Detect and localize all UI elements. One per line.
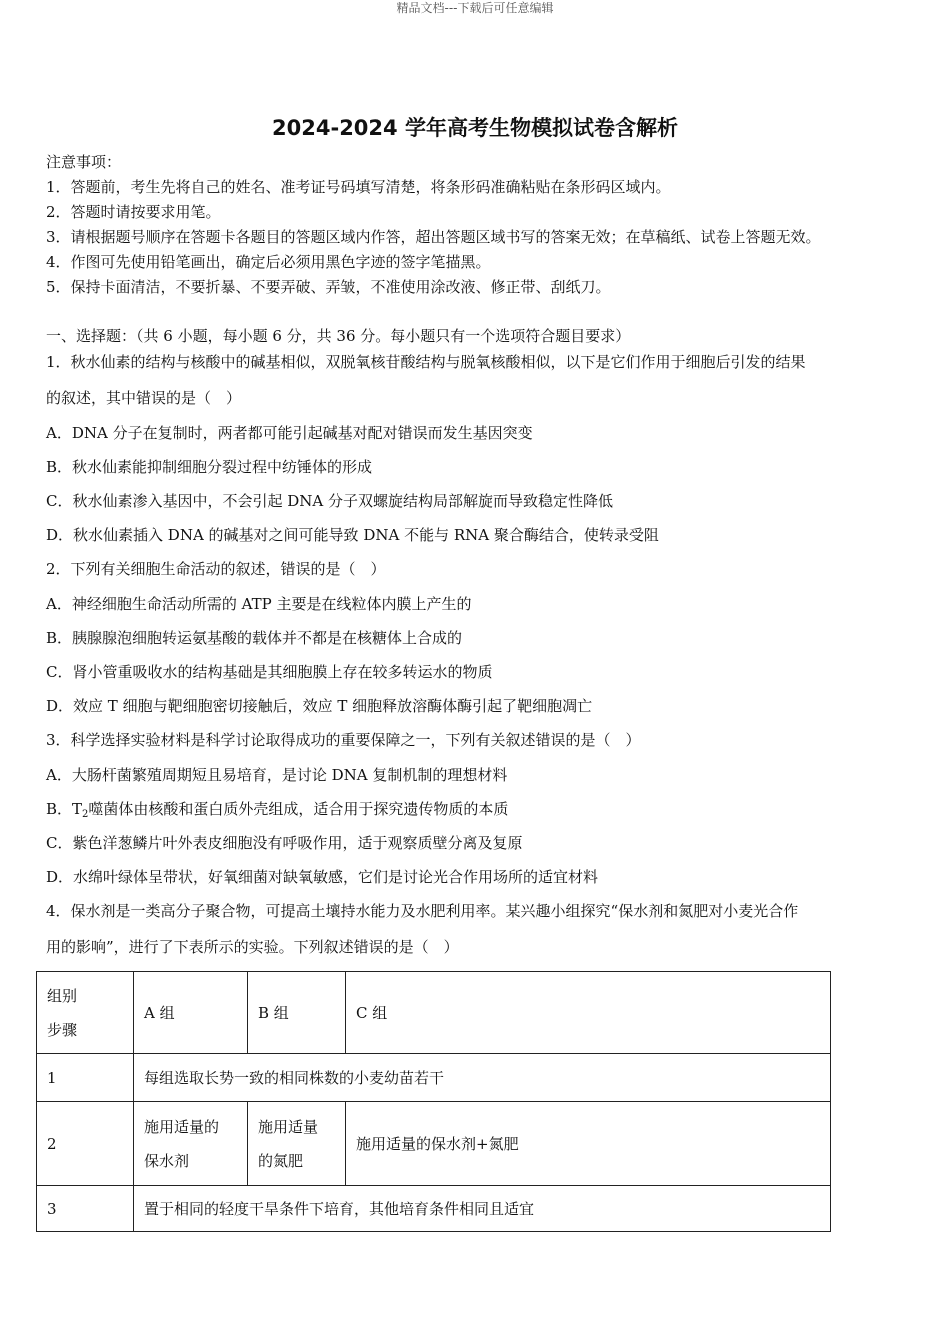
option-b-text: 噬菌体由核酸和蛋白质外壳组成，适合用于探究遗传物质的本质 (88, 800, 509, 818)
question-4-stem: 4．保水剂是一类高分子聚合物，可提高土壤持水能力及水肥利用率。某兴趣小组探究“保水剂和氮肥对小麦光合作 (46, 902, 799, 920)
header-cell-group-step (37, 972, 134, 1054)
question-3-option-a: A．大肠杆菌繁殖周期短且易培育，是讨论 DNA 复制机制的理想材料 (46, 766, 508, 784)
question-1-option-d: D．秋水仙素插入 DNA 的碱基对之间可能导致 DNA 不能与 RNA 聚合酶结合，使转录受阻 (46, 526, 659, 544)
header-step: 步骤 (47, 1020, 78, 1039)
question-1-option-a: A．DNA 分子在复制时，两者都可能引起碱基对配对错误而发生基因突变 (46, 424, 533, 442)
header-note: 精品文档---下载后可任意编辑 (396, 1, 554, 15)
notice-item: 1．答题前，考生先将自己的姓名、准考证号码填写清楚，将条形码准确粘贴在条形码区域内。 (46, 178, 671, 196)
row-text: 每组选取长势一致的相同株数的小麦幼苗若干 (134, 1054, 831, 1102)
row-text: 置于相同的轻度干旱条件下培育，其他培育条件相同且适宜 (134, 1186, 831, 1232)
row-number: 1 (37, 1054, 134, 1102)
notice-item: 5．保持卡面清洁，不要折暴、不要弄破、弄皱，不准使用涂改液、修正带、刮纸刀。 (46, 278, 611, 296)
notice-item: 4．作图可先使用铅笔画出，确定后必须用黑色字迹的签字笔描黑。 (46, 253, 491, 271)
page-title: 2024-2024 学年高考生物模拟试卷含解析 (272, 116, 678, 140)
table-row (37, 1102, 831, 1186)
row-number: 2 (37, 1102, 134, 1186)
question-2-option-c: C．肾小管重吸收水的结构基础是其细胞膜上存在较多转运水的物质 (46, 663, 493, 681)
experiment-table (36, 971, 831, 1232)
cell-a (134, 1102, 248, 1186)
question-4-stem-cont: 用的影响”，进行了下表所示的实验。下列叙述错误的是（ ） (46, 938, 459, 956)
question-3-stem: 3．科学选择实验材料是科学讨论取得成功的重要保障之一，下列有关叙述错误的是（ ） (46, 731, 641, 749)
header-cell-a: A 组 (134, 972, 248, 1054)
section-heading: 一、选择题：（共 6 小题，每小题 6 分，共 36 分。每小题只有一个选项符合题目要求） (46, 327, 631, 345)
cell-b (248, 1102, 346, 1186)
question-1-stem: 1．秋水仙素的结构与核酸中的碱基相似，双脱氧核苷酸结构与脱氧核酸相似，以下是它们作用于细胞后引发的结果 (46, 353, 806, 371)
cell-c: 施用适量的保水剂+氮肥 (346, 1102, 831, 1186)
question-1-option-c: C．秋水仙素渗入基因中，不会引起 DNA 分子双螺旋结构局部解旋而导致稳定性降低 (46, 492, 614, 510)
notice-item: 2．答题时请按要求用笔。 (46, 203, 221, 221)
cell-a-line1: 施用适量的 (144, 1117, 220, 1136)
question-3-option-d: D．水绵叶绿体呈带状，好氧细菌对缺氧敏感，它们是讨论光合作用场所的适宜材料 (46, 868, 599, 886)
cell-b-line1: 施用适量 (258, 1117, 319, 1136)
cell-b-line2: 的氮肥 (258, 1151, 304, 1170)
notice-item: 3．请根据题号顺序在答题卡各题目的答题区域内作答，超出答题区域书写的答案无效；在草稿纸、试卷上答题无效。 (46, 228, 821, 246)
notice-heading: 注意事项： (46, 153, 122, 171)
question-3-option-c: C．紫色洋葱鳞片叶外表皮细胞没有呼吸作用，适于观察质壁分离及复原 (46, 834, 523, 852)
question-3-option-b (46, 799, 508, 825)
table-header-row (37, 972, 831, 1054)
question-2-stem: 2．下列有关细胞生命活动的叙述，错误的是（ ） (46, 560, 386, 578)
subscript: 2 (82, 809, 89, 820)
question-2-option-a: A．神经细胞生命活动所需的 ATP 主要是在线粒体内膜上产生的 (46, 595, 472, 613)
header-cell-c: C 组 (346, 972, 831, 1054)
question-1-stem-cont: 的叙述，其中错误的是（ ） (46, 389, 242, 407)
option-b-prefix: B．T (46, 800, 83, 818)
question-2-option-b: B．胰腺腺泡细胞转运氨基酸的载体并不都是在核糖体上合成的 (46, 629, 463, 647)
cell-a-line2: 保水剂 (144, 1151, 190, 1170)
header-cell-b: B 组 (248, 972, 346, 1054)
row-number: 3 (37, 1186, 134, 1232)
table-row (37, 1186, 831, 1232)
question-1-option-b: B．秋水仙素能抑制细胞分裂过程中纺锤体的形成 (46, 458, 373, 476)
header-group: 组别 (47, 986, 78, 1005)
question-2-option-d: D．效应 T 细胞与靶细胞密切接触后，效应 T 细胞释放溶酶体酶引起了靶细胞凋亡 (46, 697, 593, 715)
table-row (37, 1054, 831, 1102)
